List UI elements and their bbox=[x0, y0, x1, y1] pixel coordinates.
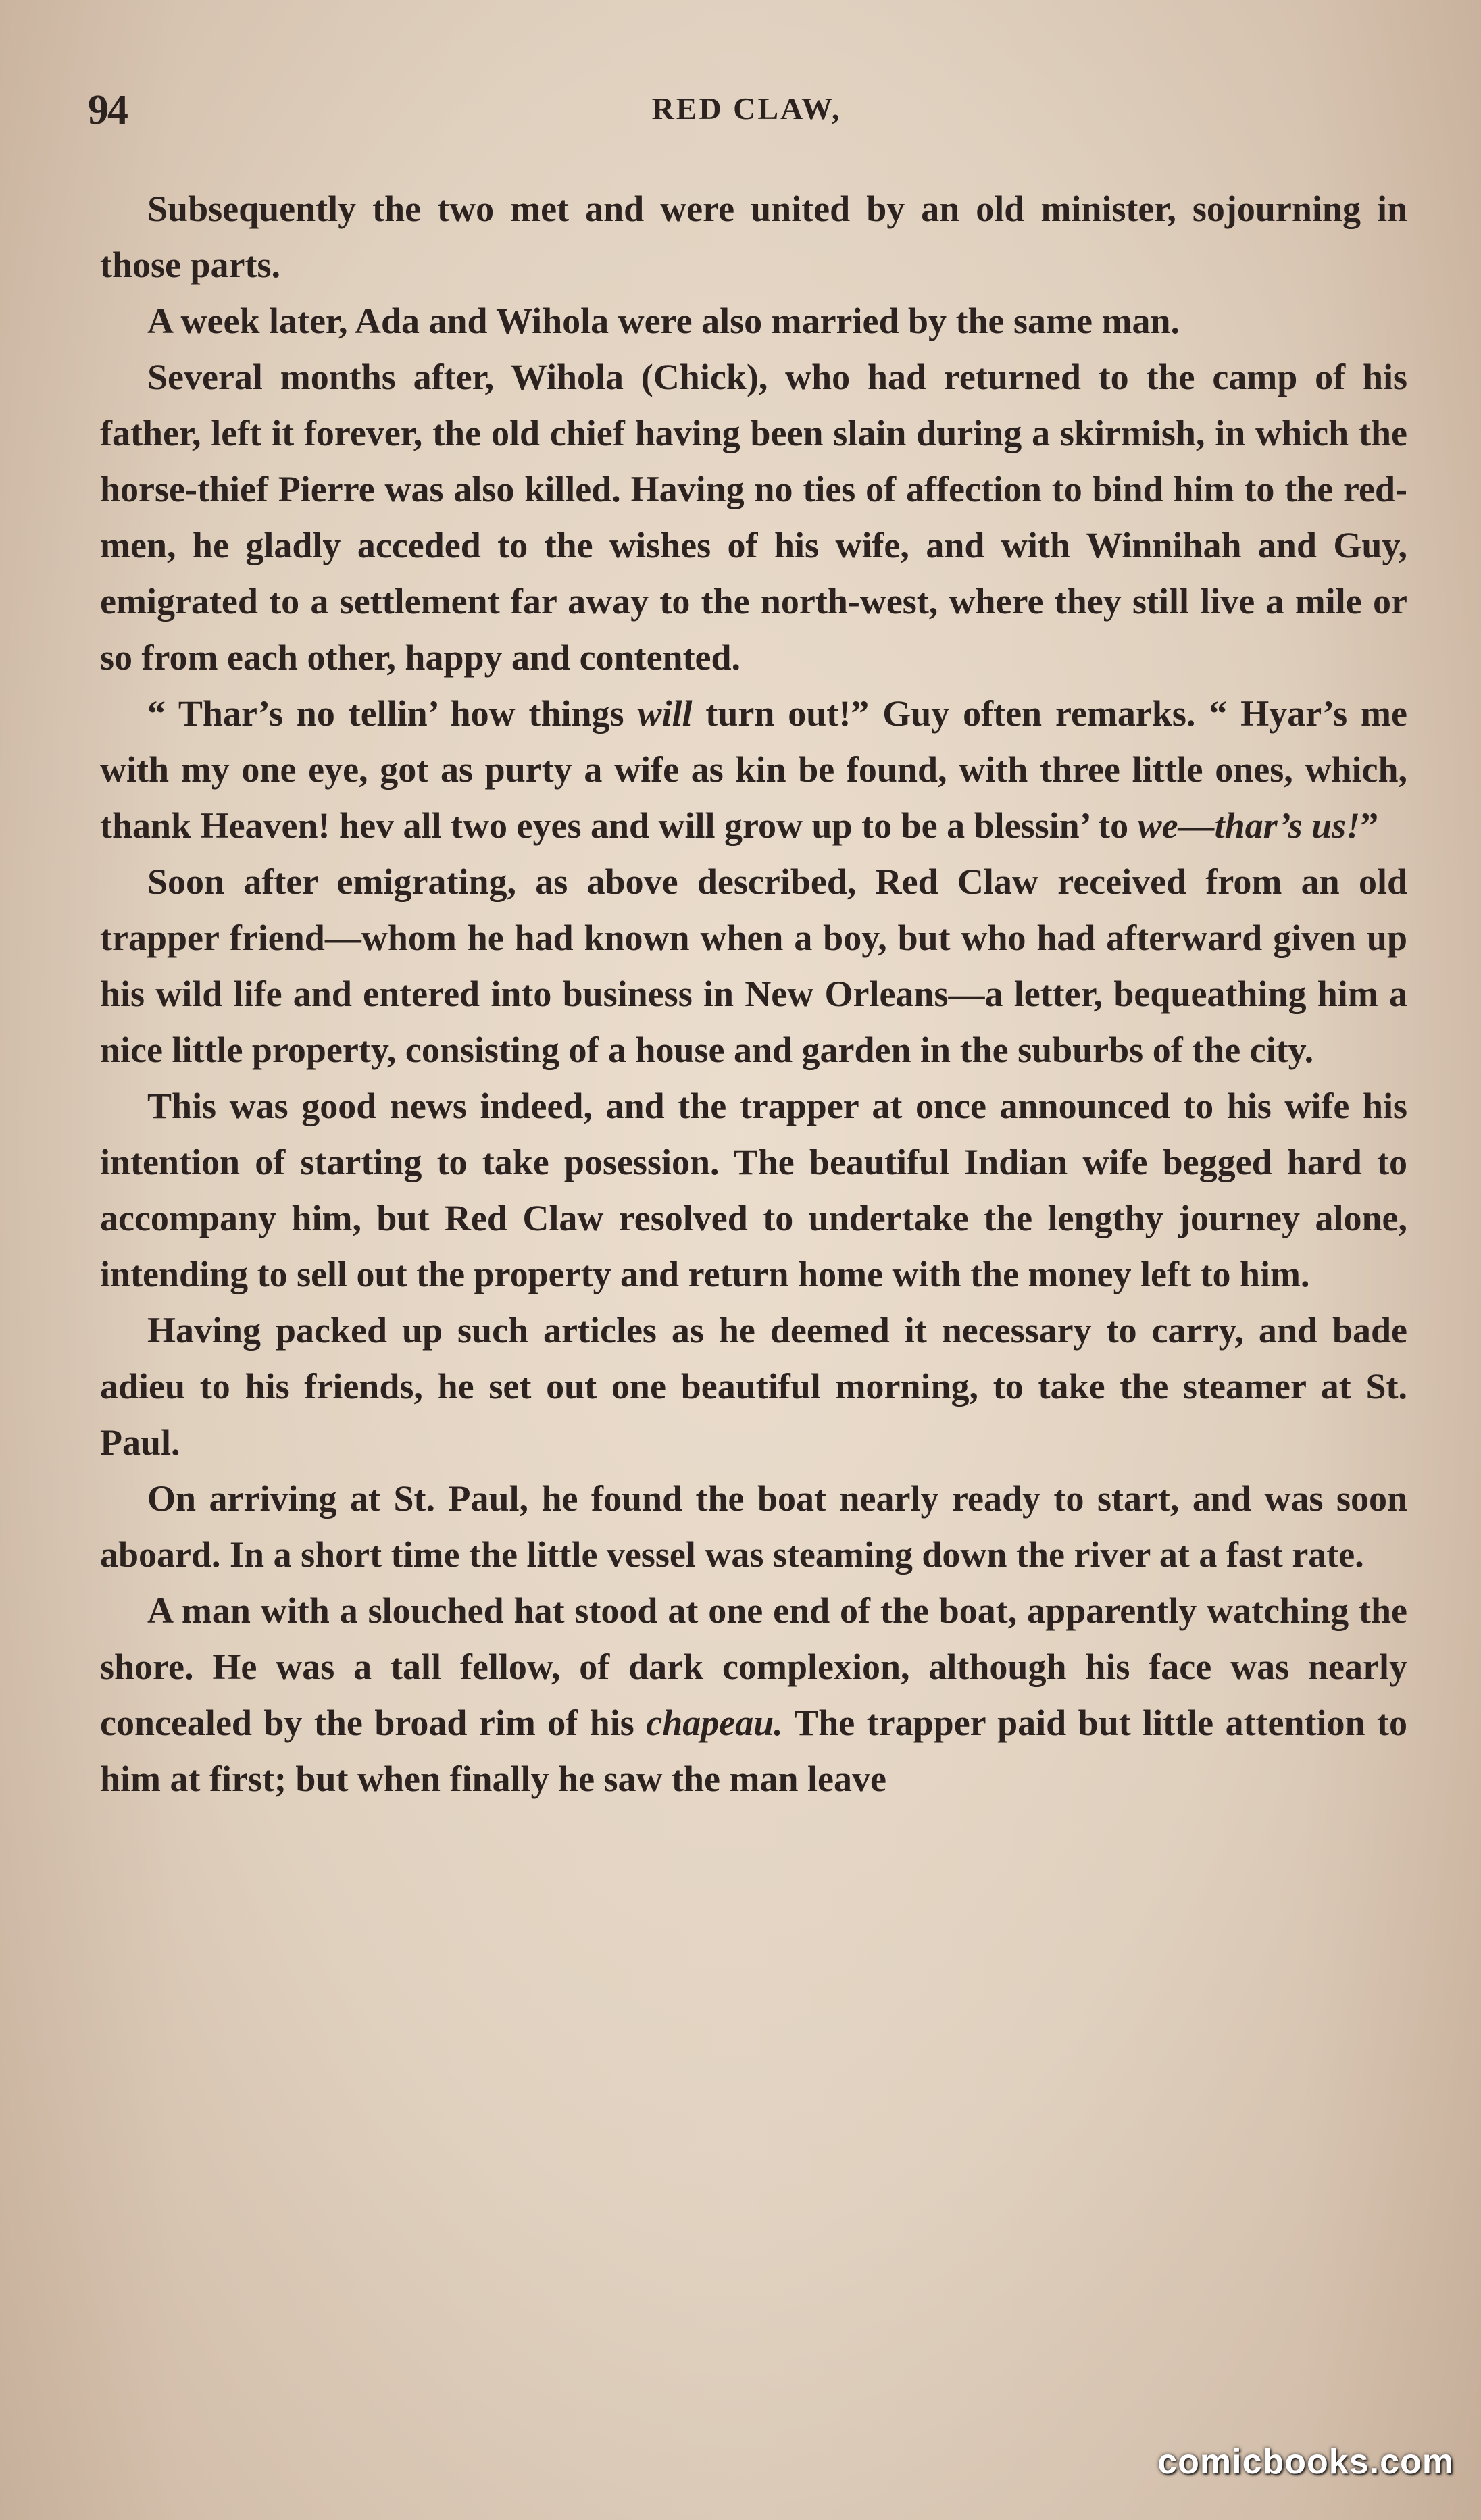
paragraph: Soon after emigrating, as above described, Red Claw received from an old trapper friend—whom he had known when a boy, but who had afterward given up his wild life and entered into business in New Orleans—a letter, bequeathing him a nice little property, consisting of a house and garden in the suburbs of the city. bbox=[100, 861, 1407, 1070]
body-text bbox=[100, 181, 1407, 1807]
paragraph: A week later, Ada and Wihola were also married by the same man. bbox=[147, 301, 1180, 341]
paragraph-text: turn out!” Guy often remarks. “ Hyar’s me with my one eye, got as purty a wife as kin be found, with three little ones, which, thank Heaven! hev all two eyes and will grow up to be a blessin’ to bbox=[100, 693, 1408, 846]
paragraph bbox=[100, 1583, 1407, 1807]
paragraph: Subsequently the two met and were united by an old minister, sojourning in those parts. bbox=[100, 188, 1407, 285]
paragraph-text: “ Thar’s no tellin’ how things bbox=[147, 693, 638, 734]
paragraph-text: The trapper paid but little attention to him at first; but when finally he saw the man leave bbox=[100, 1703, 1407, 1799]
paragraph: Having packed up such articles as he deemed it necessary to carry, and bade adieu to his friends, he set out one beautiful morning, to take the steamer at St. Paul. bbox=[100, 1310, 1407, 1463]
emphasis-text: chapeau. bbox=[646, 1703, 783, 1743]
emphasis-text: we—thar’s us! bbox=[1137, 805, 1361, 846]
watermark: comicbooks.com bbox=[1157, 2442, 1454, 2481]
emphasis-text: will bbox=[637, 693, 693, 734]
page-header bbox=[88, 81, 1405, 142]
paragraph-text: ” bbox=[1360, 805, 1379, 846]
paragraph: This was good news indeed, and the trapper at once announced to his wife his intention of starting to take posession. The beautiful Indian wife begged hard to accompany him, but Red Claw resolved to undertake the lengthy journey alone, intending to sell out the property and return home with the money left to him. bbox=[100, 1086, 1407, 1294]
running-head: RED CLAW, bbox=[651, 91, 842, 126]
paragraph: On arriving at St. Paul, he found the boat nearly ready to start, and was soon aboard. In a short time the little vessel was steaming down the river at a fast rate. bbox=[100, 1478, 1407, 1575]
paragraph: Several months after, Wihola (Chick), who had returned to the camp of his father, left it forever, the old chief having been slain during a skirmish, in which the horse-thief Pierre was also killed. Having no ties of affection to bind him to the red-men, he gladly acceded to the wishes of his wife, and with Winnihah and Guy, emigrated to a settlement far away to the north-west, where they still live a mile or so from each other, happy and contented. bbox=[100, 357, 1407, 678]
paragraph bbox=[100, 686, 1407, 854]
paragraph-text: A man with a slouched hat stood at one end of the boat, apparently watching the shore. He was a tall fellow, of dark complexion, although his face was nearly concealed by the broad rim of his bbox=[100, 1590, 1407, 1743]
page-number: 94 bbox=[88, 87, 127, 133]
